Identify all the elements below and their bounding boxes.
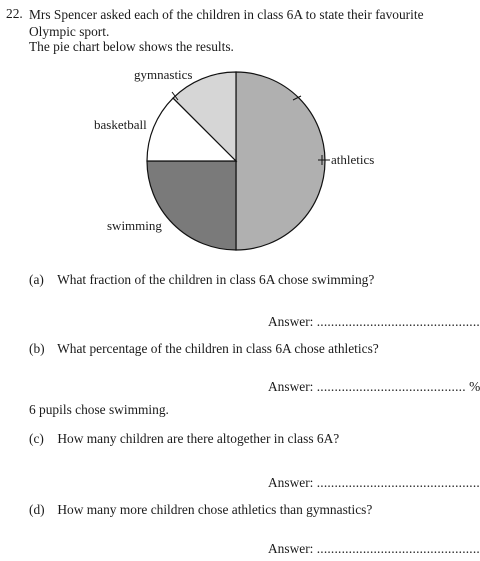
question-number: 22. [6, 6, 23, 21]
part-a-question [29, 272, 374, 288]
part-c-question [29, 431, 339, 447]
swimming-info: 6 pupils chose swimming. [29, 402, 169, 417]
part-b-answer-suffix: % [469, 379, 480, 394]
part-d-text: How many more children chose athletics than gymnastics? [57, 502, 373, 517]
part-b-answer-field[interactable]: .......................................... [316, 379, 466, 394]
part-a-answer [268, 314, 480, 330]
part-a-answer-label: Answer: [268, 314, 314, 329]
pie-label-athletics: athletics [331, 152, 375, 167]
part-c-text: How many children are there altogether in class 6A? [57, 431, 340, 446]
pie-label-swimming: swimming [107, 218, 162, 233]
pie-label-basketball: basketball [94, 117, 147, 132]
part-b-answer-label: Answer: [268, 379, 314, 394]
part-d-question [29, 502, 372, 518]
pie-slice-athletics [236, 72, 325, 250]
part-c-answer [268, 475, 480, 491]
part-d-tag: (d) [29, 502, 45, 517]
part-c-tag: (c) [29, 431, 44, 446]
part-a-text: What fraction of the children in class 6A chose swimming? [57, 272, 375, 287]
part-b-text: What percentage of the children in class 6A chose athletics? [57, 341, 379, 356]
question-intro: The pie chart below shows the results. [29, 39, 234, 54]
question-text: Mrs Spencer asked each of the children in class 6A to state their favourite Olympic sport. [29, 7, 424, 39]
part-d-answer-field[interactable]: .............................................. [316, 541, 480, 556]
pie-label-gymnastics: gymnastics [134, 67, 193, 82]
part-b-question [29, 341, 379, 357]
part-c-answer-label: Answer: [268, 475, 314, 490]
part-a-tag: (a) [29, 272, 44, 287]
part-b-answer [268, 379, 480, 395]
part-b-tag: (b) [29, 341, 45, 356]
part-a-answer-field[interactable]: .............................................. [316, 314, 480, 329]
part-c-answer-field[interactable]: .............................................. [316, 475, 480, 490]
part-d-answer [268, 541, 480, 557]
pie-chart [0, 60, 474, 260]
part-d-answer-label: Answer: [268, 541, 314, 556]
pie-slice-swimming [147, 161, 236, 250]
